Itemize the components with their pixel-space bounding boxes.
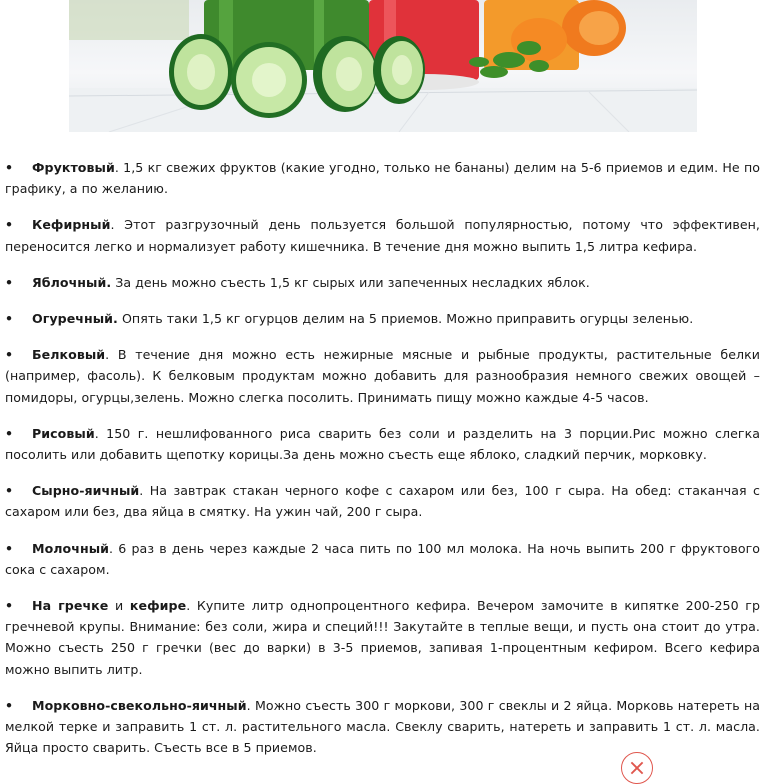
item-title: Огуречный. [32, 311, 118, 327]
vegetable-juices-photo [69, 0, 697, 132]
bullet [5, 480, 32, 501]
bullet [5, 695, 32, 716]
item-title: Рисовый [32, 425, 95, 441]
item-text: . На завтрак стакан черного кофе с сахаром или без, 100 г сыра. На обед: стаканчая с сахаром или без, два яйца в смятку. На ужин чай, 200 г сыра. [5, 483, 760, 520]
hero-image [69, 0, 697, 132]
item-title: Молочный [32, 540, 110, 556]
item-title: Белковый [32, 347, 106, 363]
item-title: Фруктовый [32, 160, 115, 175]
list-item [5, 538, 760, 580]
list-item [5, 157, 760, 199]
item-text: . 1,5 кг свежих фруктов (какие угодно, только не бананы) делим на 5-6 приемов и едим. Не по графику, а по желанию. [5, 160, 760, 197]
item-title-2: кефире [129, 598, 187, 614]
item-text: . Можно съесть 300 г моркови, 300 г свеклы и 2 яйца. Морковь натереть на мелкой терке и заправить 1 ст. л. растительного масла. Свеклу сварить, натереть и заправить 1 ст. л. масла. Яйца просто сварить. Съесть все в 5 приемов. [5, 697, 760, 756]
bullet [5, 595, 32, 616]
bullet [5, 308, 32, 329]
list-item [5, 214, 760, 256]
item-text: . Этот разгрузочный день пользуется большой популярностью, потому что эффективен, переносится легко и нормализует работу кишечника. В течение дня можно выпить 1,5 литра кефира. [5, 217, 760, 254]
item-title: На гречке [32, 598, 109, 614]
list-item [5, 480, 760, 522]
list-item [5, 695, 760, 759]
bullet [5, 157, 32, 178]
item-text: . Купите литр однопроцентного кефира. Вечером замочите в кипятке 200-250 гр гречневой крупы. Внимание: без соли, жира и специй!!! Закутайте в теплые вещи, и пусть она стоит до утра. Можно съесть 250 г гречки (вес до варки) в 3-5 приемов, запивая 1-процентным кефиром. Всего кефира можно выпить литр. [5, 598, 760, 677]
item-title: Морковно-свекольно-яичный [32, 697, 247, 713]
close-icon [622, 753, 652, 783]
item-text: . В течение дня можно есть нежирные мясные и рыбные продукты, растительные белки (например, фасоль). К белковым продуктам можно добавить для разнообразия немного свежих овощей – помидоры, огурцы,зелень. Можно слегка посолить. Принимать пищу можно каждые 4-5 часов. [5, 347, 760, 405]
list-item [5, 308, 760, 329]
bullet [5, 344, 32, 365]
item-text: За день можно съесть 1,5 кг сырых или запеченных несладких яблок. [111, 274, 590, 290]
list-item [5, 344, 760, 408]
item-conjunction: и [108, 598, 130, 614]
item-text: Опять таки 1,5 кг огурцов делим на 5 приемов. Можно приправить огурцы зеленью. [117, 311, 694, 327]
bullet [5, 538, 32, 559]
item-text: . 150 г. нешлифованного риса сварить без соли и разделить на 3 порции.Рис можно слегка посолить или добавить щепотку корицы.За день можно съесть еще яблоко, сладкий перчик, морковку. [5, 425, 760, 463]
bullet [5, 214, 32, 235]
item-title: Кефирный [32, 217, 111, 233]
close-button[interactable] [621, 752, 653, 784]
bullet [5, 423, 32, 444]
fasting-days-list [5, 157, 760, 758]
list-item [5, 272, 760, 293]
item-text: . 6 раз в день через каждые 2 часа пить по 100 мл молока. На ночь выпить 200 г фруктового сока с сахаром. [5, 540, 760, 577]
list-item [5, 595, 760, 680]
item-title: Яблочный. [32, 274, 112, 290]
item-title: Сырно-яичный [32, 483, 140, 499]
list-item [5, 423, 760, 465]
bullet [5, 272, 32, 293]
